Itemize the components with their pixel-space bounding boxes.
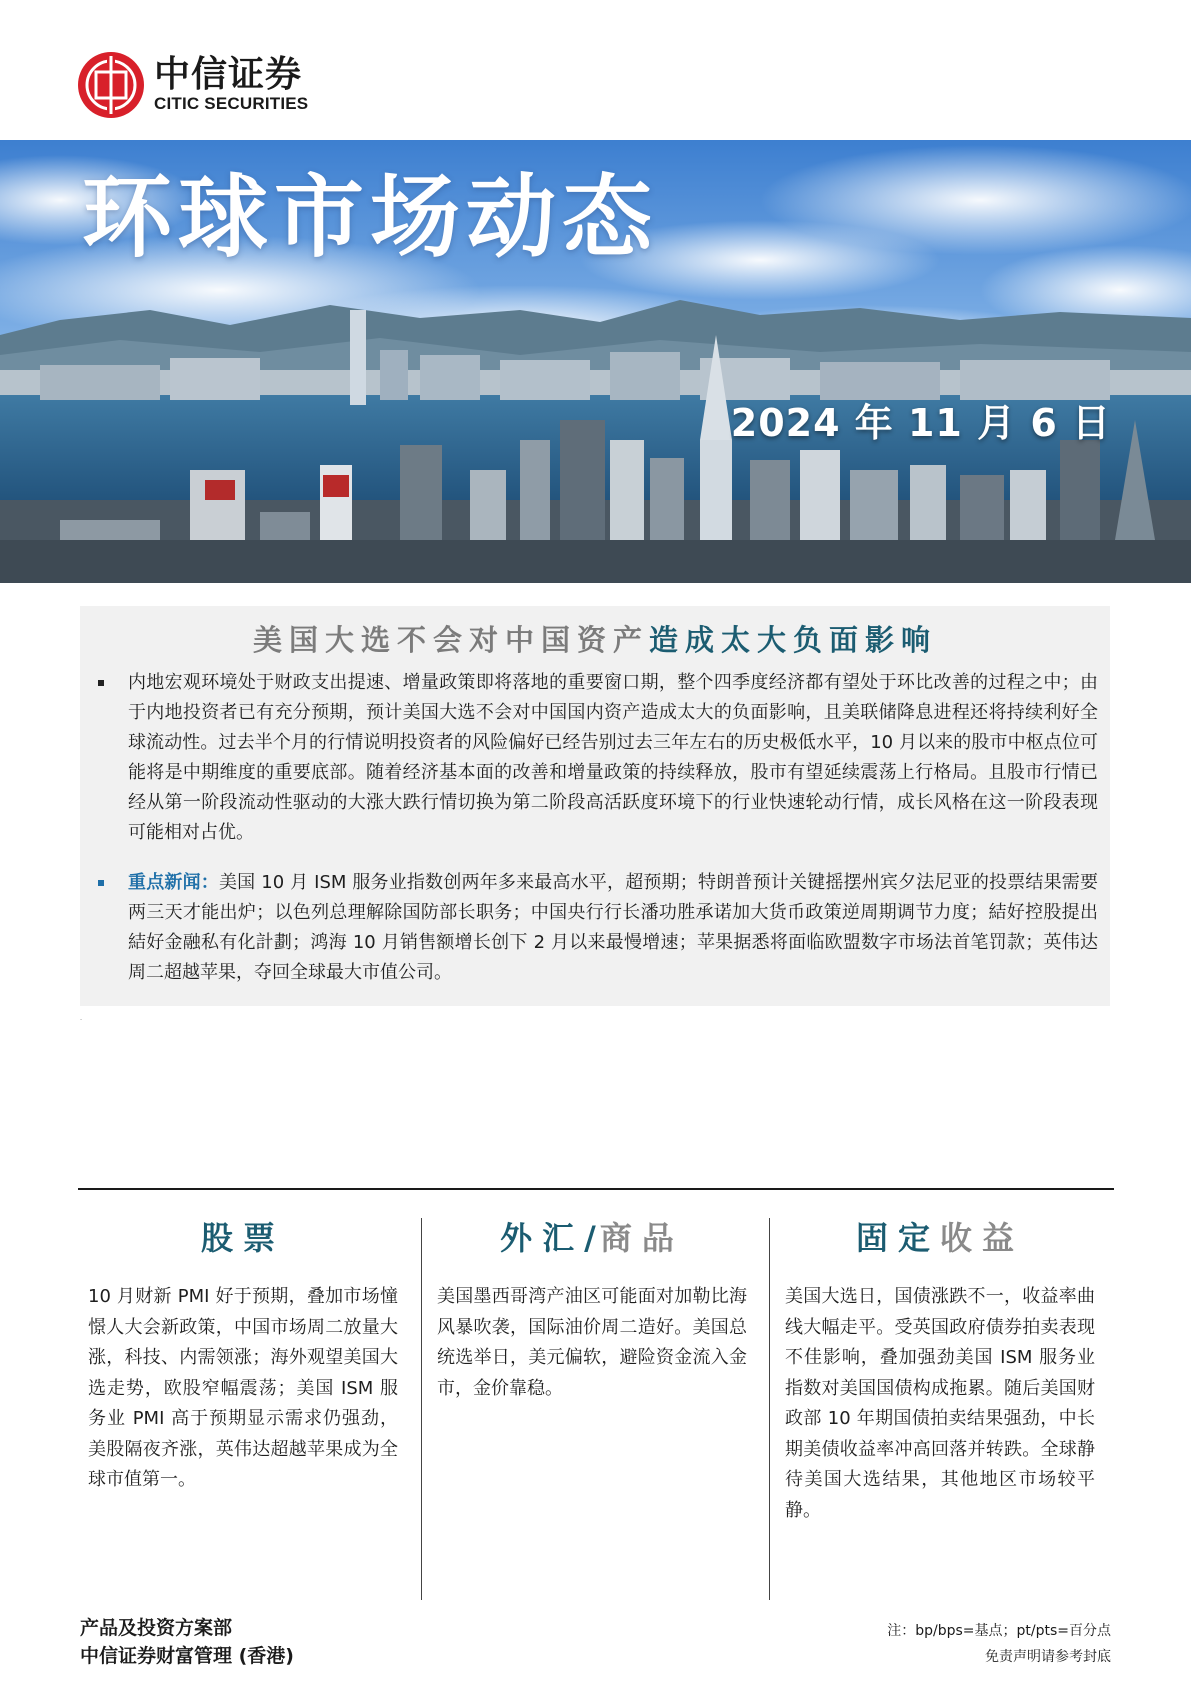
report-date: 2024 年 11 月 6 日 <box>730 401 1111 445</box>
small-mark: - <box>80 1016 83 1023</box>
commodities-title: 商品 <box>599 1219 684 1257</box>
department-name: 产品及投资方案部 <box>80 1617 233 1639</box>
fx-text: 美国墨西哥湾产油区可能面对加勒比海风暴吹袭，国际油价周二造好。美国总统选举日，美元偏软，避险资金流入金市，金价靠稳。 <box>437 1286 747 1399</box>
logo-name-cn: 中信证券 <box>154 54 303 95</box>
summary-bullet-macro <box>94 668 1098 848</box>
fx-heading <box>437 1214 747 1262</box>
summary-title-part2: 造成太大负面影响 <box>649 623 938 657</box>
bullet-square-icon <box>98 680 104 686</box>
summary-bullets <box>94 668 1098 988</box>
equities-title: 股票 <box>200 1219 285 1257</box>
column-separator <box>769 1218 770 1600</box>
unit-note: 注：bp/bps=基点；pt/pts=百分点 <box>887 1623 1111 1639</box>
column-separator <box>421 1218 422 1600</box>
fixed-income-heading <box>785 1214 1095 1262</box>
fx-title: 外汇 <box>500 1219 585 1257</box>
equities-column <box>88 1214 398 1496</box>
hero-banner <box>0 140 1191 583</box>
brand-logo <box>76 50 308 120</box>
fx-title-sep: / <box>584 1219 600 1257</box>
fixed-income-column <box>785 1214 1095 1526</box>
footer-left <box>80 1614 294 1670</box>
fixed-income-title-part2: 收益 <box>940 1219 1025 1257</box>
fixed-income-text: 美国大选日，国债涨跌不一，收益率曲线大幅走平。受英国政府债券拍卖表现不佳影响，叠加强劲美国 ISM 服务业指数对美国国债构成拖累。随后美国财政部 10 年期国债拍卖结果强劲，中长期美债收益率冲高回落并转跌。全球静待美国大选结果，其他地区市场较平静。 <box>785 1286 1095 1521</box>
disclaimer-note: 免责声明请参考封底 <box>985 1649 1111 1665</box>
equities-heading <box>88 1214 398 1262</box>
citic-logo-icon <box>76 50 146 120</box>
key-news-text: 美国 10 月 ISM 服务业指数创两年多来最高水平，超预期；特朗普预计关键摇摆州宾夕法尼亚的投票结果需要两三天才能出炉；以色列总理解除国防部长职务；中国央行行长潘功胜承诺加大货币政策逆周期调节力度；結好控股提出結好金融私有化計劃；鸿海 10 月销售额增长创下 2 月以来最慢增速；苹果据悉将面临欧盟数字市场法首笔罚款；英伟达周二超越苹果，夺回全球最大市值公司。 <box>128 872 1099 983</box>
company-name: 中信证券财富管理 (香港) <box>80 1645 294 1667</box>
footer-right <box>887 1618 1111 1670</box>
fx-commodities-column <box>437 1214 747 1404</box>
macro-text: 内地宏观环境处于财政支出提速、增量政策即将落地的重要窗口期，整个四季度经济都有望处于环比改善的过程之中；由于内地投资者已有充分预期，预计美国大选不会对中国国内资产造成太大的负面影响，且美联储降息进程还将持续利好全球流动性。过去半个月的行情说明投资者的风险偏好已经告别过去三年左右的历史极低水平，10 月以来的股市中枢点位可能将是中期维度的重要底部。随着经济基本面的改善和增量政策的持续释放，股市有望延续震荡上行格局。且股市行情已经从第一阶段流动性驱动的大涨大跌行情切换为第二阶段高活跃度环境下的行业快速轮动行情，成长风格在这一阶段表现可能相对占优。 <box>128 672 1098 843</box>
summary-box <box>80 606 1110 1006</box>
summary-title <box>80 618 1110 659</box>
fixed-income-title-part1: 固定 <box>855 1219 940 1257</box>
summary-bullet-news <box>94 868 1098 988</box>
section-divider <box>78 1188 1114 1190</box>
page-title: 环球市场动态 <box>82 165 658 270</box>
equities-text: 10 月财新 PMI 好于预期，叠加市场憧憬人大会新政策，中国市场周二放量大涨，科技、内需领涨；海外观望美国大选走势，欧股窄幅震荡；美国 ISM 服务业 PMI 高于预期显示需求仍强劲，美股隔夜齐涨，英伟达超越苹果成为全球市值第一。 <box>88 1286 398 1490</box>
bullet-square-icon <box>98 880 104 886</box>
logo-name-en: CITIC SECURITIES <box>154 94 309 113</box>
key-news-label: 重点新闻： <box>128 872 219 893</box>
summary-title-part1: 美国大选不会对中国资产 <box>252 623 649 657</box>
